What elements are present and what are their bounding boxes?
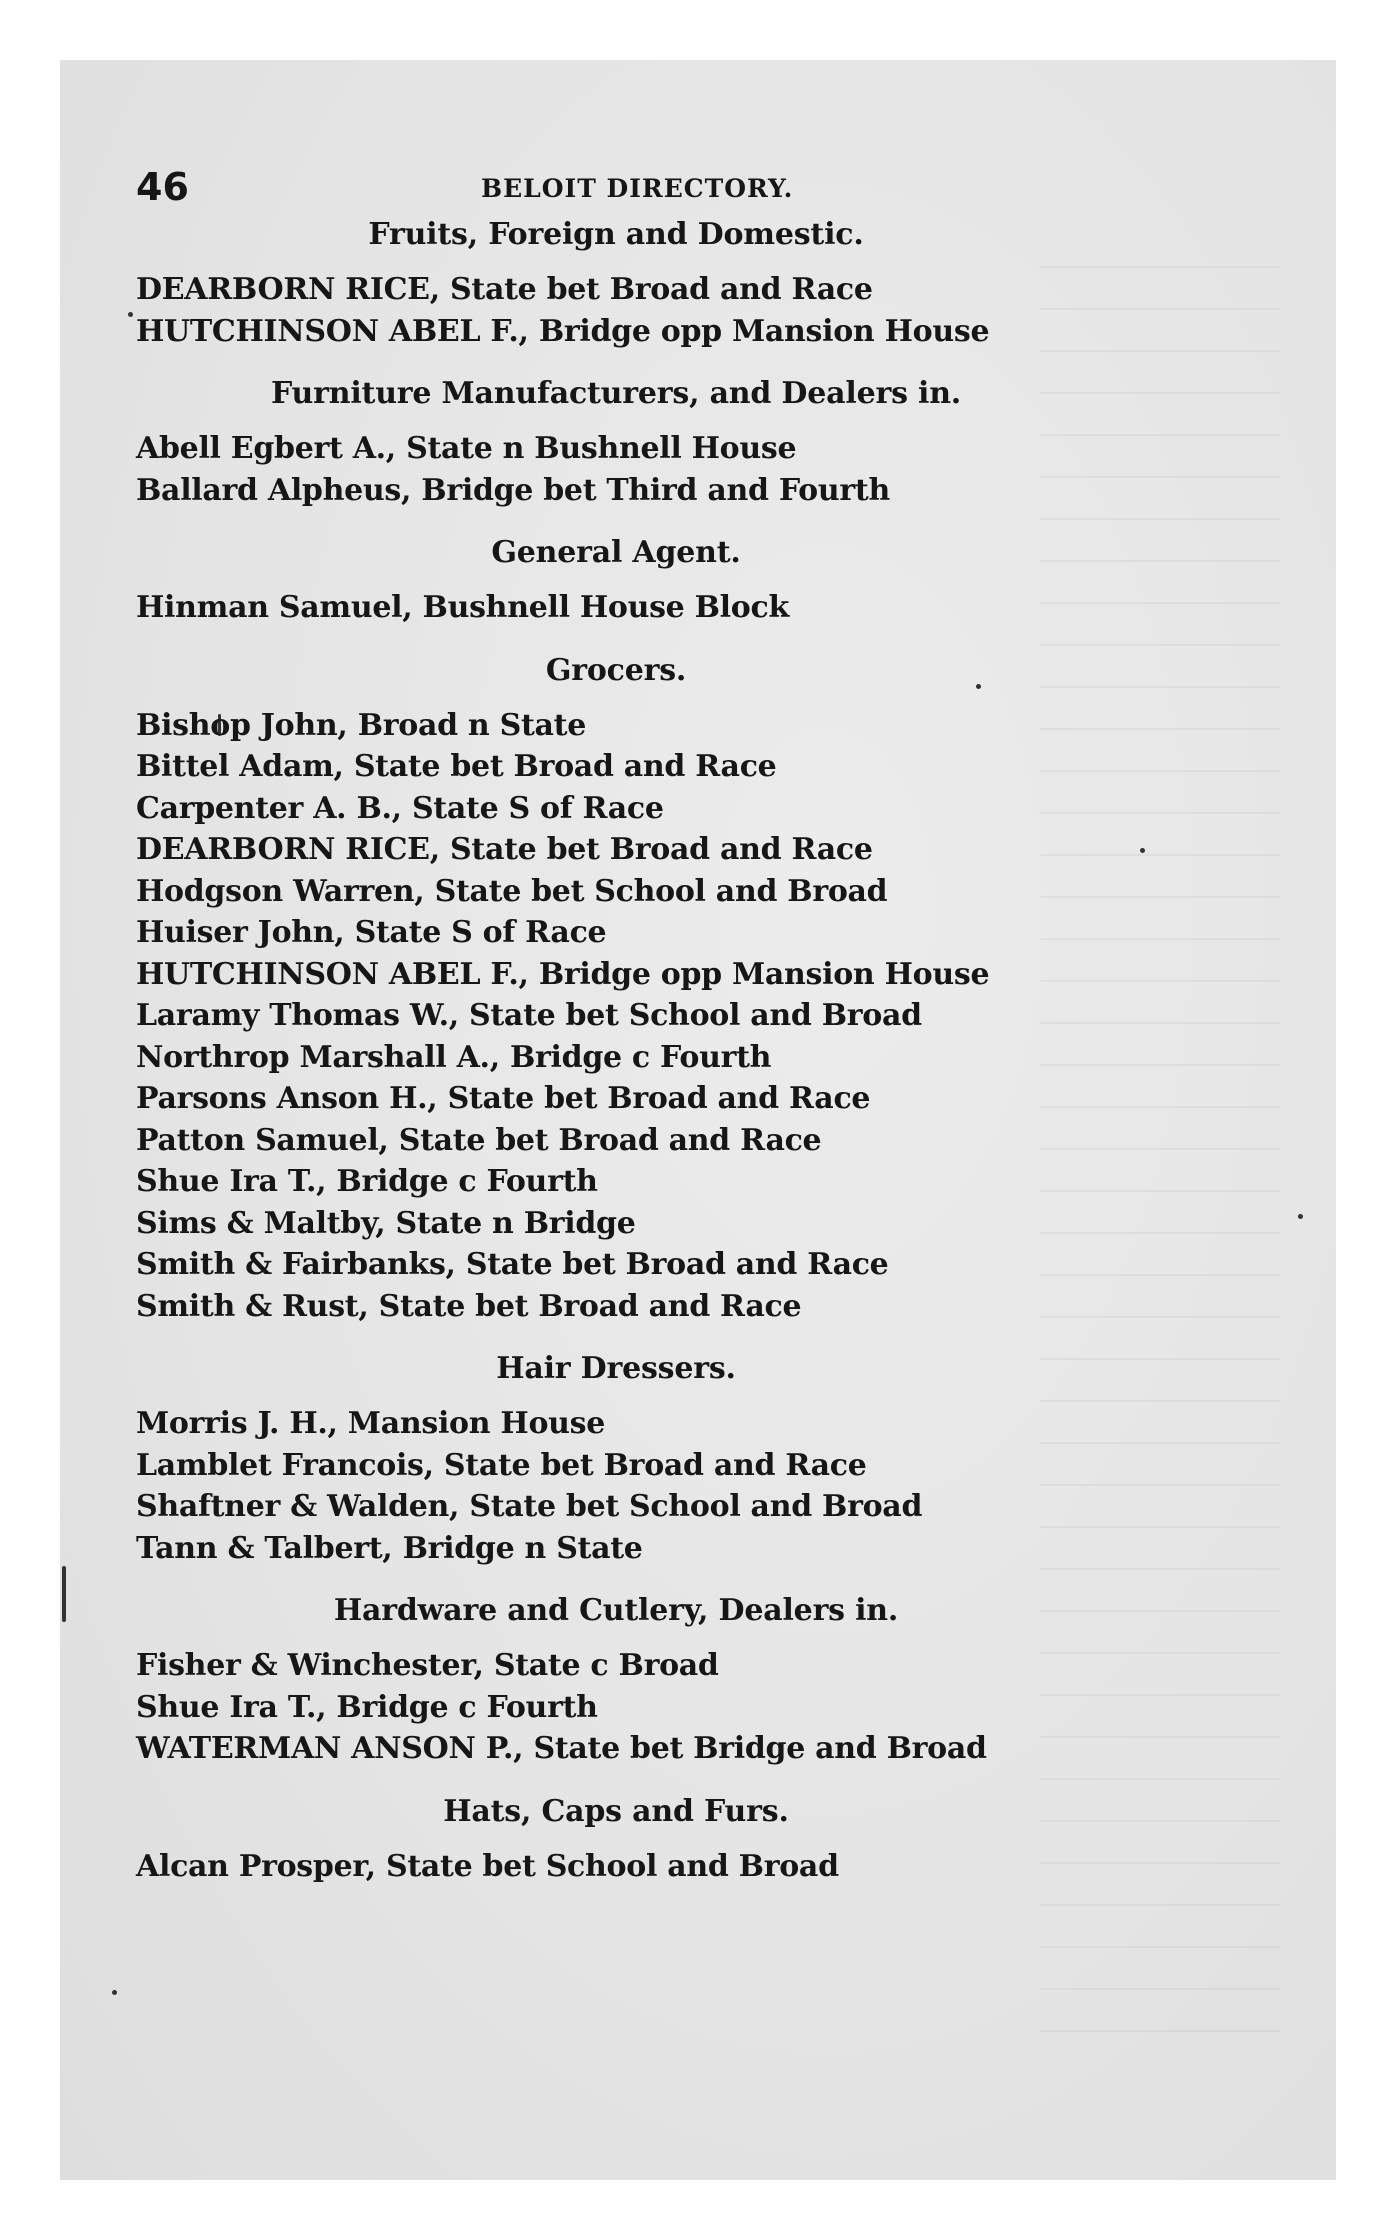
ink-speck xyxy=(62,1566,66,1622)
directory-entry: Parsons Anson H., State bet Broad and Race xyxy=(136,1081,871,1116)
directory-entry: Fisher & Winchester, State c Broad xyxy=(136,1648,719,1683)
directory-entry: Patton Samuel, State bet Broad and Race xyxy=(136,1122,822,1158)
directory-entry: Northrop Marshall A., Bridge c Fourth xyxy=(136,1039,772,1075)
section-heading: Hair Dressers. xyxy=(496,1351,736,1386)
directory-entry: Hinman Samuel, Bushnell House Block xyxy=(136,590,789,625)
section-heading: Hats, Caps and Furs. xyxy=(443,1793,789,1829)
directory-entry: Sims & Maltby, State n Bridge xyxy=(136,1205,636,1241)
ink-speck xyxy=(112,1990,117,1995)
directory-entry: WATERMAN ANSON P., State bet Bridge and Broad xyxy=(136,1731,987,1766)
directory-entry: Alcan Prosper, State bet School and Broad xyxy=(136,1848,839,1884)
directory-entry: Ballard Alpheus, Bridge bet Third and Fourth xyxy=(136,472,890,508)
directory-entry: DEARBORN RICE, State bet Broad and Race xyxy=(136,832,873,867)
running-head xyxy=(136,165,1146,215)
running-title: BELOIT DIRECTORY. xyxy=(481,174,794,203)
directory-entry: Lamblet Francois, State bet Broad and Race xyxy=(136,1447,867,1483)
directory-entry: HUTCHINSON ABEL F., Bridge opp Mansion House xyxy=(136,956,990,992)
directory-entry: Smith & Rust, State bet Broad and Race xyxy=(136,1288,802,1324)
section-heading: Furniture Manufacturers, and Dealers in. xyxy=(270,376,962,411)
section-heading: General Agent. xyxy=(491,535,741,570)
directory-entry: Carpenter A. B., State S of Race xyxy=(136,790,664,826)
directory-entry: Hodgson Warren, State bet School and Broad xyxy=(136,873,888,909)
page-number: 46 xyxy=(136,165,189,209)
directory-entry: Smith & Fairbanks, State bet Broad and Race xyxy=(136,1247,889,1282)
ink-speck xyxy=(128,312,133,317)
directory-entry: HUTCHINSON ABEL F., Bridge opp Mansion House xyxy=(136,313,990,349)
directory-entry: Huiser John, State S of Race xyxy=(136,915,607,950)
directory-entry: Shue Ira T., Bridge c Fourth xyxy=(136,1164,598,1199)
directory-entry: Tann & Talbert, Bridge n State xyxy=(136,1530,643,1566)
directory-entry: Bittel Adam, State bet Broad and Race xyxy=(136,749,777,784)
directory-entry: Shue Ira T., Bridge c Fourth xyxy=(136,1689,598,1725)
directory-entry: DEARBORN RICE, State bet Broad and Race xyxy=(136,272,873,307)
section-grocers xyxy=(136,651,1146,1328)
section-general-agent xyxy=(136,533,1146,629)
directory-page xyxy=(136,165,1146,1887)
section-hats xyxy=(136,1792,1146,1888)
section-fruits xyxy=(136,215,1146,352)
section-heading: Fruits, Foreign and Domestic. xyxy=(368,217,864,252)
directory-entry: Laramy Thomas W., State bet School and Broad xyxy=(136,998,922,1033)
section-furniture xyxy=(136,374,1146,511)
directory-entry: Morris J. H., Mansion House xyxy=(136,1406,606,1441)
directory-entry: Bishop John, Broad n State xyxy=(136,707,586,743)
ink-speck xyxy=(1298,1214,1303,1219)
section-heading: Grocers. xyxy=(545,652,687,688)
section-heading: Hardware and Cutlery, Dealers in. xyxy=(333,1593,899,1628)
directory-entry: Shaftner & Walden, State bet School and Broad xyxy=(136,1489,923,1524)
section-hair-dressers xyxy=(136,1349,1146,1569)
section-hardware xyxy=(136,1591,1146,1770)
directory-entry: Abell Egbert A., State n Bushnell House xyxy=(136,431,797,466)
